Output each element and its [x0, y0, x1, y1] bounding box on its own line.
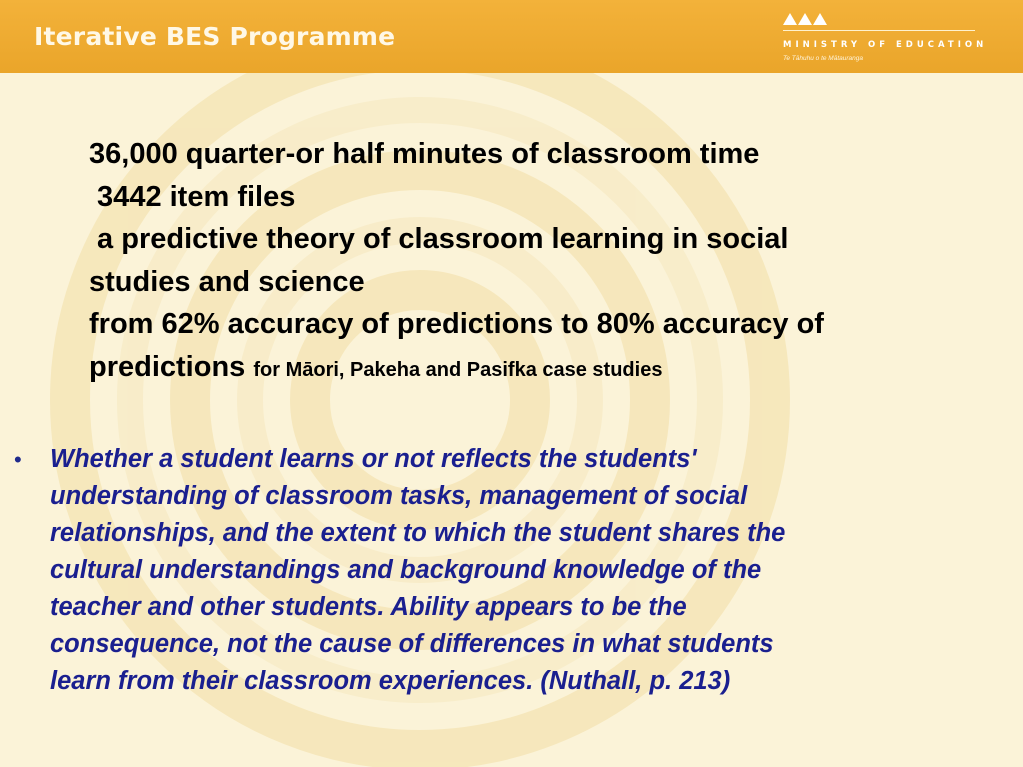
quote-line: relationships, and the extent to which the student shares the [50, 519, 786, 547]
header-bar [0, 0, 1023, 73]
stats-note: for Māori, Pakeha and Pasifka case studies [253, 358, 663, 381]
quote-line: teacher and other students. Ability appears to be the [50, 593, 687, 621]
logo-subtitle: Te Tāhuhu o te Mātauranga [783, 55, 863, 62]
quote-line: understanding of classroom tasks, management of social [50, 482, 748, 510]
logo-name: MINISTRY OF EDUCATION [783, 40, 988, 50]
quote-text [50, 441, 970, 700]
bullet-icon: • [14, 447, 22, 472]
triple-mountain-logo-icon [783, 9, 827, 27]
stats-line: 36,000 quarter-or half minutes of classroom time [89, 138, 760, 170]
quote-line: Whether a student learns or not reflects the students' [50, 445, 697, 473]
quote-line: consequence, not the cause of differences in what students [50, 630, 774, 658]
stats-last-line [89, 346, 1009, 392]
stats-block [89, 133, 1009, 391]
stats-line: studies and science [89, 265, 365, 298]
logo-divider [783, 30, 975, 31]
stats-line: a predictive theory of classroom learning in social [89, 223, 789, 255]
stats-line: from 62% accuracy of predictions to 80% accuracy of [89, 308, 824, 340]
header-title: Iterative BES Programme [34, 22, 396, 51]
quote-line: learn from their classroom experiences. (Nuthall, p. 213) [50, 667, 731, 695]
stats-line: 3442 item files [89, 180, 296, 213]
ministry-logo [783, 9, 988, 65]
quote-line: cultural understandings and background knowledge of the [50, 556, 762, 584]
stats-line: predictions [89, 350, 246, 383]
